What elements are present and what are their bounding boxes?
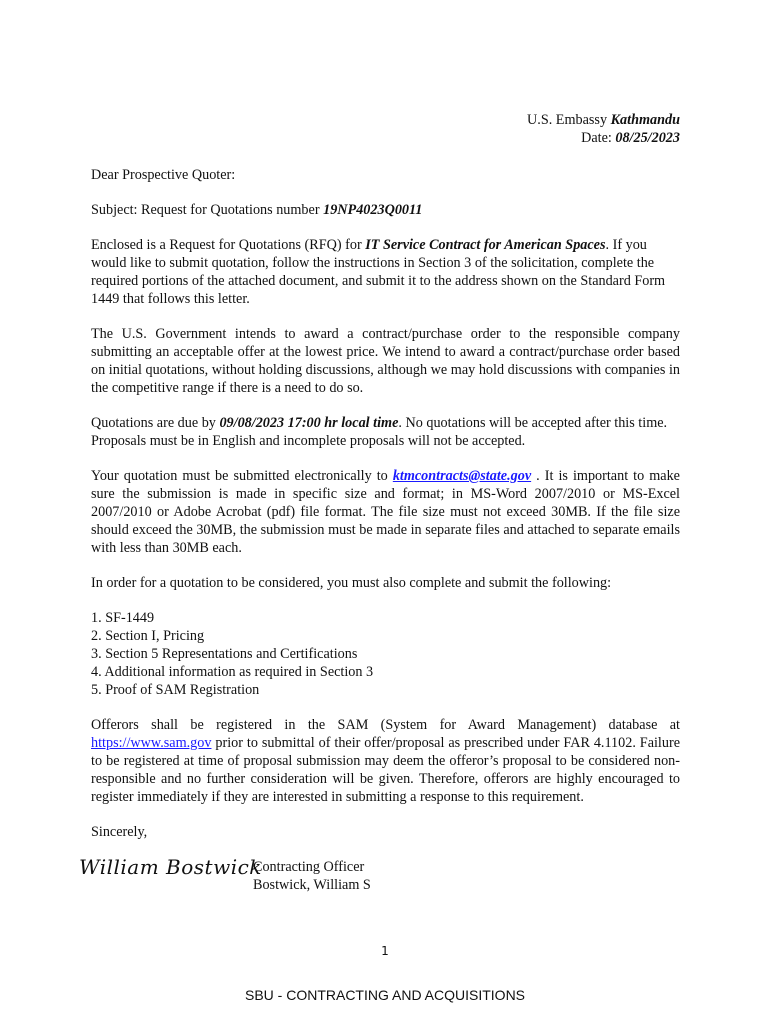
date-prefix: Date: xyxy=(581,130,616,146)
sam-text-before: Offerors shall be registered in the SAM (System for Award Management) database at xyxy=(91,717,680,733)
embassy-prefix: U.S. Embassy xyxy=(527,112,611,128)
due-text-after: . No quotations will be accepted after this time. Proposals must be in English and incomplete proposals will not be accepted. xyxy=(91,415,668,449)
paragraph-due xyxy=(91,414,680,450)
list-item: 4. Additional information as required in Section 3 xyxy=(91,664,374,680)
footer-classification: SBU - CONTRACTING AND ACQUISITIONS xyxy=(244,987,526,1003)
embassy-line xyxy=(91,111,680,129)
rfq-number: 19NP4023Q0011 xyxy=(323,202,423,218)
signatory xyxy=(253,858,371,894)
closing: Sincerely, xyxy=(91,824,148,840)
email-link[interactable]: ktmcontracts@state.gov xyxy=(392,468,532,484)
subject-line xyxy=(91,201,680,219)
enclosed-text-after: . If you would like to submit quotation, follow the instructions in Section 3 of the solicitation, complete the required portions of the attached document, and submit it to the address shown on the Standard Form 1449 that follows this letter. xyxy=(91,237,666,307)
due-text-before: Quotations are due by xyxy=(91,415,220,431)
salutation: Dear Prospective Quoter: xyxy=(91,167,236,183)
letter-body xyxy=(79,111,680,898)
submit-text-before: Your quotation must be submitted electronically to xyxy=(91,468,393,484)
paragraph-sam xyxy=(91,716,680,806)
list-item: 3. Section 5 Representations and Certifications xyxy=(91,646,358,662)
deadline: 09/08/2023 17:00 hr local time xyxy=(219,415,399,431)
enclosed-text-before: Enclosed is a Request for Quotations (RFQ) for xyxy=(91,237,366,253)
signatory-name: Bostwick, William S xyxy=(253,877,371,893)
subject-prefix: Subject: Request for Quotations number xyxy=(91,202,324,218)
letter-header xyxy=(91,111,680,147)
requirements-list xyxy=(91,609,680,699)
sam-text-after: prior to submittal of their offer/proposal as prescribed under FAR 4.1102. Failure to be registered at time of proposal submission may deem the offeror’s proposal to be considered non-responsible and no further consideration will be given. Therefore, offerors are highly encouraged to register immediately if they are interested in submitting a response to this requirement. xyxy=(91,735,680,805)
sam-link[interactable]: https://www.sam.gov xyxy=(91,735,212,751)
list-item: 1. SF-1449 xyxy=(91,610,155,626)
signatory-title: Contracting Officer xyxy=(253,859,365,875)
page-number: 1 xyxy=(381,944,389,958)
paragraph-award: The U.S. Government intends to award a contract/purchase order to the responsible company submitting an acceptable offer at the lowest price. We intend to award a contract/purchase order based on initial quotations, without holding discussions, although we may hold discussions with companies in the competitive range if there is a need to do so. xyxy=(91,326,680,396)
list-item: 2. Section I, Pricing xyxy=(91,628,205,644)
paragraph-order: In order for a quotation to be considered, you must also complete and submit the following: xyxy=(91,575,612,591)
embassy-city: Kathmandu xyxy=(610,112,680,128)
signature-block xyxy=(79,855,680,898)
list-item: 5. Proof of SAM Registration xyxy=(91,682,260,698)
submit-text-after: . It is important to make sure the submission is made in specific size and format; in MS-Word 2007/2010 or MS-Excel 2007/2010 or Adobe Acrobat (pdf) file format. The file size must not exceed 30MB. If the file size should exceed the 30MB, the submission must be made in separate files and attached to separate emails with less than 30MB each. xyxy=(91,468,680,556)
handwritten-signature: William Bostwick xyxy=(79,855,262,879)
paragraph-submit xyxy=(91,467,680,557)
date-line xyxy=(91,129,680,147)
contract-name: IT Service Contract for American Spaces xyxy=(365,237,606,253)
paragraph-enclosed xyxy=(91,236,680,308)
date-value: 08/25/2023 xyxy=(615,130,680,146)
